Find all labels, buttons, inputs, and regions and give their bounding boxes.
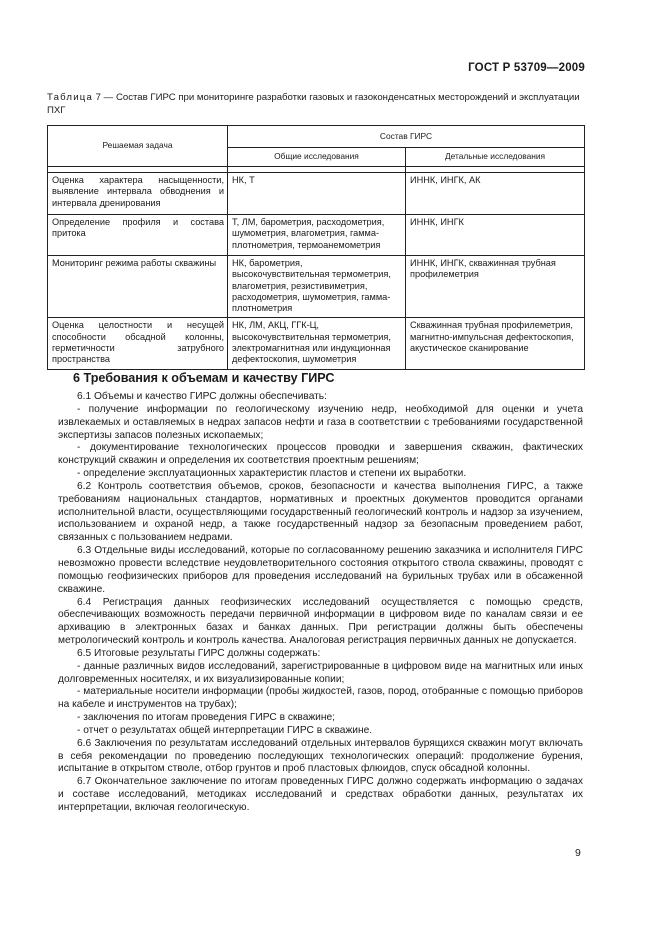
paragraph: - определение эксплуатационных характеристик пластов и степени их выработки. [77,468,467,480]
cell-general: Т, ЛМ, барометрия, расходометрия, шумометрия, влагометрия, гамма-плотнометрия, термоанемометрия [228,215,406,256]
paragraph: 6.6 Заключения по результатам исследований отдельных интервалов бурящихся скважин могут включать в себя рекомендации по проведению последующих технологических операций: продолжение бурения, испытание в открытом стволе, отбор грунтов и проб пластовых флюидов, спуск обсадной колонны. [58,737,583,775]
paragraph: 6.7 Окончательное заключение по итогам проведенных ГИРС должно содержать информацию о задачах и составе исследований, методиках исследований и средствах обработки данных, результатах их интерпретации, включая геологическую. [58,776,583,813]
cell-task: Определение профиля и состава притока [48,215,228,256]
cell-general: НК, ЛМ, АКЦ, ГГК-Ц, высокочувствительная термометрия, электромагнитная или индукционная дефектоскопия, шумометрия [228,318,406,370]
cell-task: Оценка характера насыщенности, выявление интервала обводнения и интервала дренирования [48,173,228,215]
table-row [48,256,585,318]
table-caption [47,92,587,117]
cell-general: НК, Т [228,173,406,215]
cell-detailed: ИННК, ИНГК, АК [406,173,585,215]
table-caption-text: 7 — Состав ГИРС при мониторинге разработки газовых и газоконденсатных месторождений и эксплуатации ПХГ [47,92,580,116]
table-row [48,173,585,215]
cell-detailed: ИННК, ИНГК, скважинная трубная профилеметрия [406,256,585,318]
cell-general: НК, барометрия, высокочувствительная термометрия, влагометрия, резистивиметрия, расходометрия, шумометрия, гамма-плотнометрия [228,256,406,318]
paragraph: - данные различных видов исследований, зарегистрированные в цифровом виде на магнитных или иных долговременных носителях, и их визуализированные копии; [58,660,583,685]
paragraph: 6.1 Объемы и качество ГИРС должны обеспечивать: [77,391,327,402]
header-detailed: Детальные исследования [406,148,585,167]
paragraph: - документирование технологических процессов проводки и завершения скважин, фактических конструкций скважин и определения их соответствия проектным решениям; [58,442,583,467]
cell-task: Оценка целостности и несущей способности обсадной колонны, герметичности затрубного пространства [48,318,228,370]
page-number: 9 [575,847,581,859]
gis-composition-table [47,125,585,370]
table-row [48,318,585,370]
section-body [58,391,583,815]
section-title: 6 Требования к объемам и качеству ГИРС [73,371,335,385]
table-row [48,215,585,256]
paragraph: - заключения по итогам проведения ГИРС в скважине; [77,712,335,724]
header-task: Решаемая задача [48,126,228,167]
paragraph: 6.4 Регистрация данных геофизических исследований осуществляется с помощью средств, обеспечивающих возможность передачи первичной информации в цифровом виде по каналам связи и ее архивацию в электронных базах и банках данных. При регистрации должны быть обеспечены метрологический контроль и контроль качества. Аналоговая регистрация первичных данных не допускается. [58,596,583,647]
cell-detailed: ИННК, ИНГК [406,215,585,256]
paragraph: - материальные носители информации (пробы жидкостей, газов, пород, отобранные с помощью приборов на кабеле и инструментов на трубах); [58,686,583,711]
paragraph: - получение информации по геологическому изучению недр, необходимой для оценки и учета извлекаемых и оставляемых в недрах запасов нефти и газа в соответствии с требованиями государственной экспертизы запасов полезных ископаемых; [58,403,583,441]
header-composition: Состав ГИРС [228,126,585,148]
standard-code: ГОСТ Р 53709—2009 [468,62,585,74]
paragraph: - отчет о результатах общей интерпретации ГИРС в скважине. [77,724,373,736]
cell-detailed: Скважинная трубная профилеметрия, магнитно-импульсная дефектоскопия, акустическое сканирование [406,318,585,370]
paragraph: 6.3 Отдельные виды исследований, которые по согласованному решению заказчика и исполнителя ГИРС невозможно провести вследствие неудовлетворительного состояния открытого ствола скважины, проводят с помощью геофизических приборов для проведения исследований на бурильных трубах или в обсаженной скважине. [58,545,583,595]
table-caption-word: Таблица [47,92,94,103]
paragraph: 6.2 Контроль соответствия объемов, сроков, безопасности и качества выполнения ГИРС, а также требованиям национальных стандартов, нормативных и проектных документов проводится органами исполнительной власти, осуществляющими государственный геологический контроль и надзор за изучением, использованием и охраной недр, а также государственный надзор за безопасным проведением работ, связанных с пользованием недрами. [58,480,583,544]
cell-task: Мониторинг режима работы скважины [48,256,228,318]
header-general: Общие исследования [228,148,406,167]
paragraph: 6.5 Итоговые результаты ГИРС должны содержать: [77,647,321,659]
